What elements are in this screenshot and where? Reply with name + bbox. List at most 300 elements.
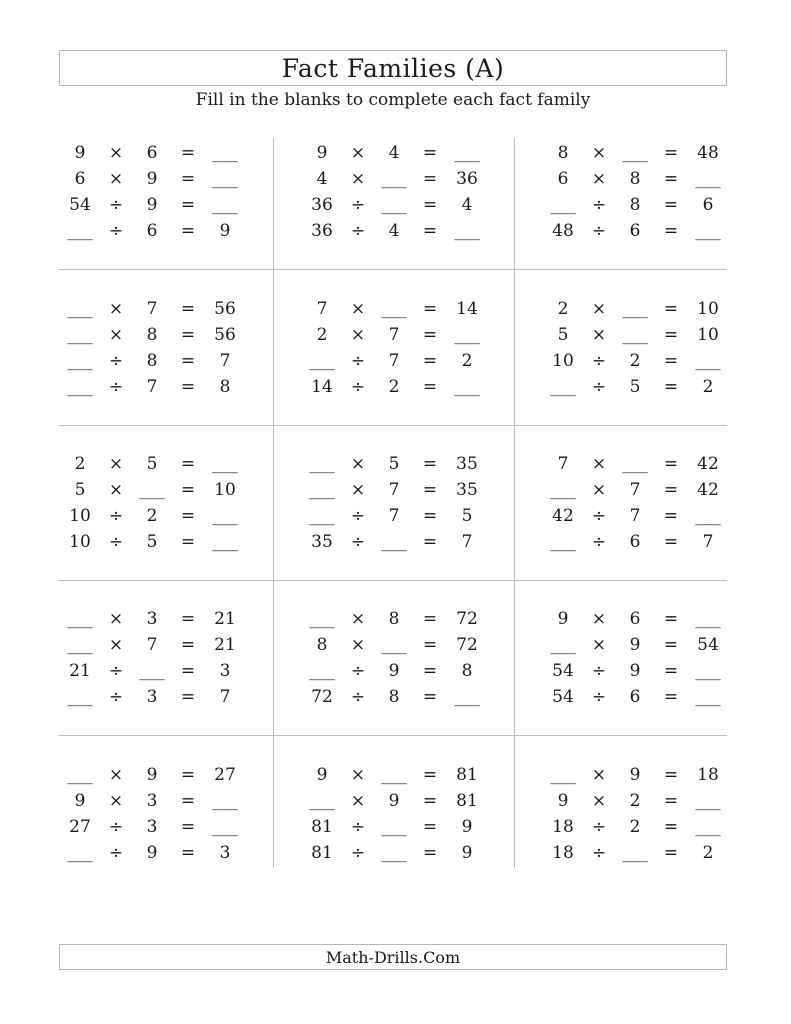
operand-2: 8 xyxy=(629,169,641,189)
equation-line xyxy=(542,529,742,555)
operand-1: ___ xyxy=(550,532,576,552)
equals-sign: = xyxy=(180,765,196,785)
operator: × xyxy=(591,791,607,811)
operand-1: ___ xyxy=(550,635,576,655)
operator: ÷ xyxy=(108,843,124,863)
equals-sign: = xyxy=(422,765,438,785)
operand-2: 8 xyxy=(388,687,400,707)
result: ___ xyxy=(695,221,721,241)
operator: ÷ xyxy=(591,532,607,552)
operator: × xyxy=(350,169,366,189)
operator: × xyxy=(108,454,124,474)
equation-line xyxy=(59,606,259,632)
result: ___ xyxy=(212,143,238,163)
operand-1: 36 xyxy=(311,195,333,215)
operand-1: 9 xyxy=(316,765,328,785)
operand-2: 3 xyxy=(146,687,158,707)
operand-2: 9 xyxy=(388,661,400,681)
equals-sign: = xyxy=(663,661,679,681)
operator: × xyxy=(108,169,124,189)
equation-line xyxy=(542,348,742,374)
operand-2: 2 xyxy=(146,506,158,526)
equals-sign: = xyxy=(180,817,196,837)
operator: ÷ xyxy=(591,843,607,863)
operand-2: 3 xyxy=(146,609,158,629)
result: ___ xyxy=(212,195,238,215)
fact-family-problem xyxy=(542,760,764,915)
operand-2: ___ xyxy=(622,299,648,319)
operand-1: 21 xyxy=(69,661,91,681)
operator: × xyxy=(108,791,124,811)
equals-sign: = xyxy=(663,480,679,500)
operand-2: 7 xyxy=(146,635,158,655)
result: 2 xyxy=(702,377,714,397)
equation-line xyxy=(301,477,501,503)
operand-1: 10 xyxy=(552,351,574,371)
operand-2: 9 xyxy=(629,635,641,655)
operand-2: 6 xyxy=(629,687,641,707)
operand-1: 5 xyxy=(74,480,86,500)
equals-sign: = xyxy=(180,454,196,474)
equation-line xyxy=(542,814,742,840)
operand-2: ___ xyxy=(139,480,165,500)
equals-sign: = xyxy=(180,635,196,655)
fact-family-problem xyxy=(59,604,281,759)
equation-line xyxy=(542,606,742,632)
operator: ÷ xyxy=(350,843,366,863)
operand-2: 7 xyxy=(629,480,641,500)
operand-2: 7 xyxy=(388,325,400,345)
operand-2: ___ xyxy=(622,454,648,474)
result: 9 xyxy=(219,221,231,241)
equation-line xyxy=(59,374,259,400)
result: 10 xyxy=(697,325,719,345)
equation-line xyxy=(301,296,501,322)
result: 8 xyxy=(219,377,231,397)
equation-line xyxy=(301,374,501,400)
operand-2: ___ xyxy=(381,817,407,837)
equation-line xyxy=(59,788,259,814)
result: ___ xyxy=(695,661,721,681)
equals-sign: = xyxy=(422,532,438,552)
result: ___ xyxy=(212,454,238,474)
operator: ÷ xyxy=(108,506,124,526)
result: ___ xyxy=(695,609,721,629)
fact-family-problem xyxy=(301,449,523,604)
operand-1: ___ xyxy=(67,299,93,319)
equation-line xyxy=(542,840,742,866)
operand-2: 7 xyxy=(388,506,400,526)
operand-2: 5 xyxy=(146,454,158,474)
equation-line xyxy=(59,166,259,192)
operand-1: ___ xyxy=(550,765,576,785)
equation-line xyxy=(301,503,501,529)
operand-1: ___ xyxy=(67,325,93,345)
operator: ÷ xyxy=(350,532,366,552)
footer-text: Math-Drills.Com xyxy=(325,947,461,967)
equation-line xyxy=(59,840,259,866)
equals-sign: = xyxy=(663,454,679,474)
operator: ÷ xyxy=(108,351,124,371)
operand-1: ___ xyxy=(309,454,335,474)
operand-2: ___ xyxy=(381,169,407,189)
equation-line xyxy=(542,140,742,166)
result: ___ xyxy=(695,506,721,526)
operand-2: 4 xyxy=(388,143,400,163)
equation-line xyxy=(59,348,259,374)
equation-line xyxy=(542,374,742,400)
operand-1: 8 xyxy=(557,143,569,163)
result: ___ xyxy=(695,687,721,707)
result: 72 xyxy=(456,609,478,629)
operand-2: 9 xyxy=(146,195,158,215)
equals-sign: = xyxy=(422,454,438,474)
equation-line xyxy=(542,451,742,477)
operator: × xyxy=(108,143,124,163)
operand-1: 2 xyxy=(74,454,86,474)
operator: × xyxy=(350,325,366,345)
operator: × xyxy=(591,169,607,189)
equation-line xyxy=(59,451,259,477)
operator: × xyxy=(350,765,366,785)
equation-line xyxy=(301,192,501,218)
operand-2: 7 xyxy=(146,299,158,319)
equation-line xyxy=(542,684,742,710)
operand-2: ___ xyxy=(622,843,648,863)
equals-sign: = xyxy=(422,843,438,863)
result: 4 xyxy=(461,195,473,215)
operand-1: ___ xyxy=(309,506,335,526)
result: 7 xyxy=(461,532,473,552)
footer-box xyxy=(59,944,727,970)
result: ___ xyxy=(695,791,721,811)
result: 5 xyxy=(461,506,473,526)
equals-sign: = xyxy=(422,143,438,163)
result: 72 xyxy=(456,635,478,655)
result: ___ xyxy=(454,221,480,241)
operator: ÷ xyxy=(108,661,124,681)
equals-sign: = xyxy=(663,609,679,629)
operand-2: 7 xyxy=(388,480,400,500)
equation-line xyxy=(301,814,501,840)
equals-sign: = xyxy=(180,687,196,707)
operand-1: 36 xyxy=(311,221,333,241)
equation-line xyxy=(542,503,742,529)
operand-2: ___ xyxy=(381,843,407,863)
operator: × xyxy=(108,635,124,655)
operand-2: ___ xyxy=(139,661,165,681)
result: 2 xyxy=(702,843,714,863)
result: 7 xyxy=(219,351,231,371)
result: 81 xyxy=(456,791,478,811)
equation-line xyxy=(542,296,742,322)
operand-1: 81 xyxy=(311,843,333,863)
operand-1: 9 xyxy=(74,143,86,163)
operand-1: ___ xyxy=(309,661,335,681)
result: 18 xyxy=(697,765,719,785)
result: 7 xyxy=(219,687,231,707)
operand-2: 5 xyxy=(629,377,641,397)
equals-sign: = xyxy=(422,791,438,811)
operand-1: 54 xyxy=(69,195,91,215)
result: 81 xyxy=(456,765,478,785)
equals-sign: = xyxy=(663,351,679,371)
operator: × xyxy=(350,609,366,629)
operator: ÷ xyxy=(108,377,124,397)
result: ___ xyxy=(454,687,480,707)
equation-line xyxy=(542,658,742,684)
result: 10 xyxy=(697,299,719,319)
result: 48 xyxy=(697,143,719,163)
equation-line xyxy=(301,684,501,710)
result: 36 xyxy=(456,169,478,189)
result: ___ xyxy=(212,532,238,552)
result: 56 xyxy=(214,325,236,345)
result: ___ xyxy=(212,791,238,811)
fact-family-problem xyxy=(542,294,764,449)
fact-family-problem xyxy=(542,138,764,293)
operand-1: ___ xyxy=(67,377,93,397)
operator: ÷ xyxy=(591,195,607,215)
result: 6 xyxy=(702,195,714,215)
equals-sign: = xyxy=(180,195,196,215)
operand-2: 5 xyxy=(146,532,158,552)
equals-sign: = xyxy=(663,221,679,241)
equals-sign: = xyxy=(180,221,196,241)
equation-line xyxy=(542,192,742,218)
equals-sign: = xyxy=(180,169,196,189)
operator: × xyxy=(350,454,366,474)
operand-1: 42 xyxy=(552,506,574,526)
operand-2: 8 xyxy=(146,351,158,371)
operator: ÷ xyxy=(350,687,366,707)
operator: × xyxy=(591,609,607,629)
equals-sign: = xyxy=(663,532,679,552)
fact-family-problem xyxy=(301,294,523,449)
operand-1: 18 xyxy=(552,843,574,863)
equals-sign: = xyxy=(180,506,196,526)
equation-line xyxy=(301,529,501,555)
operator: × xyxy=(591,143,607,163)
operator: ÷ xyxy=(591,377,607,397)
operator: × xyxy=(350,299,366,319)
result: 3 xyxy=(219,843,231,863)
operand-1: 48 xyxy=(552,221,574,241)
equals-sign: = xyxy=(422,351,438,371)
operand-1: 6 xyxy=(557,169,569,189)
operator: × xyxy=(350,480,366,500)
equation-line xyxy=(301,166,501,192)
equals-sign: = xyxy=(422,506,438,526)
operand-2: 9 xyxy=(388,791,400,811)
operand-1: 81 xyxy=(311,817,333,837)
operator: × xyxy=(591,299,607,319)
equation-line xyxy=(59,477,259,503)
equals-sign: = xyxy=(663,195,679,215)
equation-line xyxy=(59,296,259,322)
operand-2: 8 xyxy=(388,609,400,629)
result: 9 xyxy=(461,817,473,837)
fact-family-problem xyxy=(59,138,281,293)
equals-sign: = xyxy=(180,480,196,500)
equation-line xyxy=(301,840,501,866)
operand-2: 6 xyxy=(146,143,158,163)
operand-1: ___ xyxy=(67,221,93,241)
problem-grid xyxy=(59,138,727,868)
operand-2: 8 xyxy=(629,195,641,215)
operand-1: 54 xyxy=(552,687,574,707)
equation-line xyxy=(59,684,259,710)
worksheet-instructions: Fill in the blanks to complete each fact family xyxy=(195,90,591,110)
operator: ÷ xyxy=(350,661,366,681)
operand-1: ___ xyxy=(67,687,93,707)
equals-sign: = xyxy=(180,791,196,811)
equation-line xyxy=(59,529,259,555)
operator: ÷ xyxy=(108,195,124,215)
equals-sign: = xyxy=(663,325,679,345)
operator: × xyxy=(108,609,124,629)
operand-2: 4 xyxy=(388,221,400,241)
operator: ÷ xyxy=(350,195,366,215)
equals-sign: = xyxy=(422,687,438,707)
result: 21 xyxy=(214,635,236,655)
operand-1: ___ xyxy=(67,635,93,655)
operand-2: 9 xyxy=(629,661,641,681)
operator: × xyxy=(350,635,366,655)
operand-2: 5 xyxy=(388,454,400,474)
operator: × xyxy=(350,143,366,163)
operand-2: ___ xyxy=(622,325,648,345)
operand-2: 7 xyxy=(629,506,641,526)
operand-2: 2 xyxy=(629,351,641,371)
equals-sign: = xyxy=(663,765,679,785)
equals-sign: = xyxy=(663,143,679,163)
operand-1: 27 xyxy=(69,817,91,837)
result: 27 xyxy=(214,765,236,785)
equals-sign: = xyxy=(180,843,196,863)
equation-line xyxy=(301,658,501,684)
operand-2: 8 xyxy=(146,325,158,345)
equation-line xyxy=(59,140,259,166)
operand-2: 6 xyxy=(146,221,158,241)
operator: ÷ xyxy=(350,506,366,526)
operand-2: ___ xyxy=(381,532,407,552)
operand-1: 54 xyxy=(552,661,574,681)
operator: × xyxy=(108,299,124,319)
operand-2: 2 xyxy=(629,817,641,837)
operand-2: 6 xyxy=(629,532,641,552)
equals-sign: = xyxy=(663,506,679,526)
result: 2 xyxy=(461,351,473,371)
operand-1: ___ xyxy=(67,843,93,863)
equals-sign: = xyxy=(663,843,679,863)
equation-line xyxy=(542,632,742,658)
result: ___ xyxy=(454,325,480,345)
result: 9 xyxy=(461,843,473,863)
result: ___ xyxy=(695,817,721,837)
operand-2: 9 xyxy=(146,843,158,863)
operand-1: 9 xyxy=(316,143,328,163)
equals-sign: = xyxy=(422,817,438,837)
operand-1: 14 xyxy=(311,377,333,397)
operator: ÷ xyxy=(591,506,607,526)
operand-1: ___ xyxy=(67,351,93,371)
result: 21 xyxy=(214,609,236,629)
result: 35 xyxy=(456,480,478,500)
operand-1: 8 xyxy=(316,635,328,655)
operand-1: ___ xyxy=(67,609,93,629)
result: 42 xyxy=(697,480,719,500)
operand-1: 9 xyxy=(557,609,569,629)
equals-sign: = xyxy=(180,143,196,163)
operand-2: ___ xyxy=(381,635,407,655)
operator: ÷ xyxy=(591,817,607,837)
fact-family-problem xyxy=(301,760,523,915)
operator: × xyxy=(108,480,124,500)
equals-sign: = xyxy=(422,377,438,397)
equation-line xyxy=(542,218,742,244)
operand-2: 9 xyxy=(146,169,158,189)
result: 35 xyxy=(456,454,478,474)
equals-sign: = xyxy=(180,351,196,371)
operand-1: 7 xyxy=(557,454,569,474)
operand-1: 4 xyxy=(316,169,328,189)
equals-sign: = xyxy=(180,377,196,397)
operand-1: 2 xyxy=(557,299,569,319)
equation-line xyxy=(301,451,501,477)
operand-2: ___ xyxy=(381,195,407,215)
equation-line xyxy=(59,762,259,788)
operator: × xyxy=(591,480,607,500)
equals-sign: = xyxy=(663,687,679,707)
operand-2: 3 xyxy=(146,791,158,811)
operand-2: ___ xyxy=(381,299,407,319)
result: ___ xyxy=(212,506,238,526)
worksheet-title: Fact Families (A) xyxy=(281,53,505,83)
equals-sign: = xyxy=(663,169,679,189)
operator: × xyxy=(591,765,607,785)
equals-sign: = xyxy=(422,299,438,319)
operator: × xyxy=(350,791,366,811)
equals-sign: = xyxy=(422,635,438,655)
equation-line xyxy=(301,218,501,244)
fact-family-problem xyxy=(301,138,523,293)
result: 3 xyxy=(219,661,231,681)
fact-family-problem xyxy=(59,294,281,449)
equals-sign: = xyxy=(180,532,196,552)
operand-1: 9 xyxy=(557,791,569,811)
operator: ÷ xyxy=(350,817,366,837)
equals-sign: = xyxy=(180,325,196,345)
operand-1: ___ xyxy=(550,377,576,397)
operator: ÷ xyxy=(108,817,124,837)
operand-1: ___ xyxy=(309,609,335,629)
result: ___ xyxy=(695,169,721,189)
operand-2: 9 xyxy=(146,765,158,785)
equation-line xyxy=(301,762,501,788)
equals-sign: = xyxy=(663,635,679,655)
operand-1: 2 xyxy=(316,325,328,345)
fact-family-problem xyxy=(542,604,764,759)
result: 10 xyxy=(214,480,236,500)
equation-line xyxy=(542,322,742,348)
operand-1: 18 xyxy=(552,817,574,837)
operand-2: 3 xyxy=(146,817,158,837)
equation-line xyxy=(542,477,742,503)
operator: ÷ xyxy=(108,687,124,707)
equals-sign: = xyxy=(663,817,679,837)
operand-1: 6 xyxy=(74,169,86,189)
